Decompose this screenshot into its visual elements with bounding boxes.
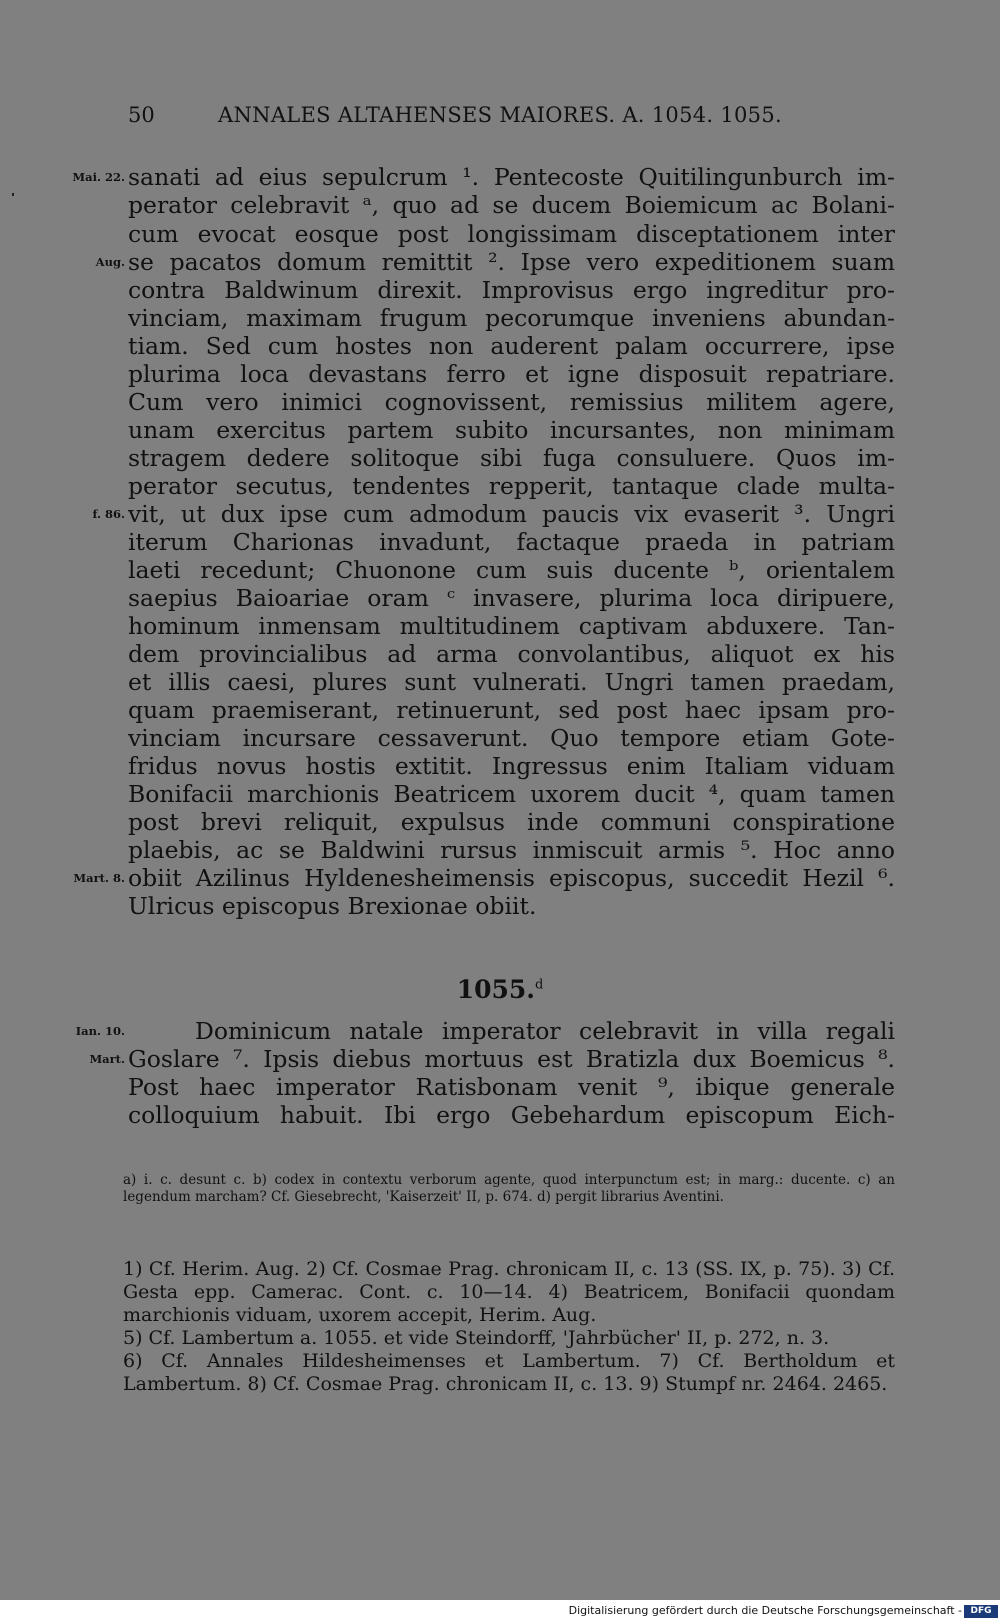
margin-date-mart: Mart. xyxy=(89,1052,125,1066)
text-line: obiit Azilinus Hyldenesheimensis episcopus, succedit Hezil ⁶. xyxy=(128,864,895,892)
text-line: tiam. Sed cum hostes non auderent palam occurrere, ipse xyxy=(128,332,895,360)
text-line: Ulricus episcopus Brexionae obiit. xyxy=(128,892,537,920)
text-line: iterum Charionas invadunt, factaque praeda in patriam xyxy=(128,528,895,556)
footnote-block: 5) Cf. Lambertum a. 1055. et vide Steindorff, 'Jahrbücher' II, p. 272, n. 3. xyxy=(123,1327,830,1349)
dfg-logo: DFG xyxy=(964,1605,998,1618)
year-heading xyxy=(0,975,1000,1004)
text-line: laeti recedunt; Chuonone cum suis ducente ᵇ, orientalem xyxy=(128,556,895,584)
text-line: Goslare ⁷. Ipsis diebus mortuus est Bratizla dux Boemicus ⁸. xyxy=(128,1045,895,1073)
textual-notes: a) i. c. desunt c. b) codex in contextu verborum agente, quod interpunctum est; in marg.: ducente. c) an legendum marcham? Cf. Giesebrecht, 'Kaiserzeit' II, p. 674. d) pergit librarius Aventini. xyxy=(123,1172,895,1205)
text-line: et illis caesi, plures sunt vulnerati. Ungri tamen praedam, xyxy=(128,668,895,696)
text-line: stragem dedere solitoque sibi fuga consuluere. Quos im- xyxy=(128,444,895,472)
text-line: saepius Baioariae oram ᶜ invasere, plurima loca diripuere, xyxy=(128,584,895,612)
footnotes xyxy=(123,1258,895,1396)
text-line: Dominicum natale imperator celebravit in villa regali xyxy=(195,1017,895,1045)
text-line: fridus novus hostis extitit. Ingressus enim Italiam viduam xyxy=(128,752,895,780)
footnote-block: 1) Cf. Herim. Aug. 2) Cf. Cosmae Prag. chronicam II, c. 13 (SS. IX, p. 75). 3) Cf. Gesta epp. Camerac. Cont. c. 10—14. 4) Beatricem, Bonifacii quondam marchionis viduam, uxorem accepit, Herim. Aug. xyxy=(123,1258,895,1326)
text-line: sanati ad eius sepulcrum ¹. Pentecoste Quitilingunburch im- xyxy=(128,163,895,191)
text-line: hominum inmensam multitudinem captivam abduxere. Tan- xyxy=(128,612,895,640)
text-line: colloquium habuit. Ibi ergo Gebehardum episcopum Eich- xyxy=(128,1101,895,1129)
margin-date-aug: Aug. xyxy=(95,255,125,269)
text-line: cum evocat eosque post longissimam disceptationem inter xyxy=(128,220,895,248)
year-heading-text: 1055. xyxy=(456,975,535,1004)
footer-bar xyxy=(0,1602,1000,1621)
margin-date-mart8: Mart. 8. xyxy=(73,871,125,885)
text-line: Cum vero inimici cognovissent, remissius militem agere, xyxy=(128,388,895,416)
text-line: dem provincialibus ad arma convolantibus, aliquot ex his xyxy=(128,640,895,668)
text-line: vinciam incursare cessaverunt. Quo tempore etiam Gote- xyxy=(128,724,895,752)
text-line: vit, ut dux ipse cum admodum paucis vix evaserit ³. Ungri xyxy=(128,500,895,528)
text-line: vinciam, maximam frugum pecorumque inveniens abundan- xyxy=(128,304,895,332)
year-note-mark: d xyxy=(534,977,544,993)
text-line: perator celebravit ᵃ, quo ad se ducem Boiemicum ac Bolani- xyxy=(128,191,895,219)
page-number: 50 xyxy=(128,103,155,127)
text-line: plurima loca devastans ferro et igne disposuit repatriare. xyxy=(128,360,895,388)
scan-speck xyxy=(12,193,14,196)
footnote-block: 6) Cf. Annales Hildesheimenses et Lambertum. 7) Cf. Bertholdum et Lambertum. 8) Cf. Cosmae Prag. chronicam II, c. 13. 9) Stumpf nr. 2464. 2465. xyxy=(123,1350,895,1395)
text-line: perator secutus, tendentes repperit, tantaque clade multa- xyxy=(128,472,895,500)
text-line: contra Baldwinum direxit. Improvisus ergo ingreditur pro- xyxy=(128,276,895,304)
margin-date-ian10: Ian. 10. xyxy=(75,1024,125,1038)
margin-folio-f86: f. 86. xyxy=(92,507,125,521)
running-title: ANNALES ALTAHENSES MAIORES. A. 1054. 1055. xyxy=(218,103,782,127)
margin-date-mai22: Mai. 22. xyxy=(72,170,125,184)
text-line: Bonifacii marchionis Beatricem uxorem ducit ⁴, quam tamen xyxy=(128,780,895,808)
text-line: plaebis, ac se Baldwini rursus inmiscuit armis ⁵. Hoc anno xyxy=(128,836,895,864)
text-line: unam exercitus partem subito incursantes, non minimam xyxy=(128,416,895,444)
text-line: Post haec imperator Ratisbonam venit ⁹, ibique generale xyxy=(128,1073,895,1101)
text-line: post brevi reliquit, expulsus inde communi conspiratione xyxy=(128,808,895,836)
funding-credit: Digitalisierung gefördert durch die Deutsche Forschungsgemeinschaft - xyxy=(568,1604,962,1617)
text-line: se pacatos domum remittit ². Ipse vero expeditionem suam xyxy=(128,248,895,276)
text-line: quam praemiserant, retinuerunt, sed post haec ipsam pro- xyxy=(128,696,895,724)
